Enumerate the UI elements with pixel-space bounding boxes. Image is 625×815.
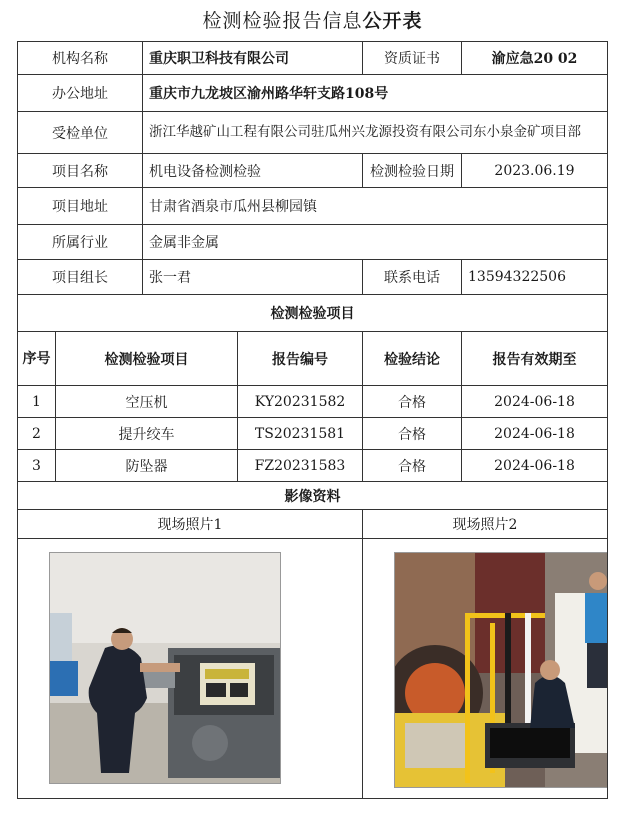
item-report: KY20231582 [238,386,363,418]
item-name: 防坠器 [56,450,238,482]
item-no: 1 [18,386,56,418]
row-leader [18,260,608,295]
page-title: 检测检验报告信息公开表 [202,10,423,32]
cert-value: 渝应急20 02 [462,42,608,75]
item-valid: 2024-06-18 [462,418,608,450]
item-report: FZ20231583 [238,450,363,482]
row-items-section [18,295,608,332]
row-project [18,154,608,188]
photo2-label: 现场照片2 [363,510,608,539]
project-value: 机电设备检测检验 [143,154,363,188]
project-label: 项目名称 [18,154,143,188]
item-name: 提升绞车 [56,418,238,450]
header-no: 序号 [18,332,56,386]
table-row [18,386,608,418]
header-result: 检验结论 [363,332,462,386]
images-section-title: 影像资料 [18,482,608,510]
date-value: 2023.06.19 [462,154,608,188]
item-name: 空压机 [56,386,238,418]
item-result: 合格 [363,450,462,482]
photo1-cell [18,539,363,799]
row-industry [18,225,608,260]
row-images-section [18,482,608,510]
item-result: 合格 [363,386,462,418]
address-label: 办公地址 [18,75,143,112]
row-project-address [18,188,608,225]
org-label: 机构名称 [18,42,143,75]
photo1-image [49,552,281,784]
photo2-image [394,552,608,788]
date-label: 检测检验日期 [363,154,462,188]
leader-value: 张一君 [143,260,363,295]
proj-addr-label: 项目地址 [18,188,143,225]
table-row [18,450,608,482]
row-photo-labels [18,510,608,539]
item-no: 3 [18,450,56,482]
industry-value: 金属非金属 [143,225,608,260]
item-report: TS20231581 [238,418,363,450]
header-report: 报告编号 [238,332,363,386]
header-item: 检测检验项目 [56,332,238,386]
item-valid: 2024-06-18 [462,386,608,418]
phone-label: 联系电话 [363,260,462,295]
phone-value: 13594322506 [462,260,608,295]
report-table [17,41,608,799]
row-org [18,42,608,75]
header-valid: 报告有效期至 [462,332,608,386]
industry-label: 所属行业 [18,225,143,260]
inspected-value: 浙江华越矿山工程有限公司驻瓜州兴龙源投资有限公司东小泉金矿项目部 [143,112,608,154]
leader-label: 项目组长 [18,260,143,295]
table-row [18,418,608,450]
items-section-title: 检测检验项目 [18,295,608,332]
item-no: 2 [18,418,56,450]
items-header-row [18,332,608,386]
cert-label: 资质证书 [363,42,462,75]
photo2-cell [363,539,608,799]
inspected-label: 受检单位 [18,112,143,154]
photo1-label: 现场照片1 [18,510,363,539]
item-valid: 2024-06-18 [462,450,608,482]
row-address [18,75,608,112]
item-result: 合格 [363,418,462,450]
address-value: 重庆市九龙坡区渝州路华轩支路108号 [143,75,608,112]
org-value: 重庆职卫科技有限公司 [143,42,363,75]
row-inspected [18,112,608,154]
row-photos [18,539,608,799]
proj-addr-value: 甘肃省酒泉市瓜州县柳园镇 [143,188,608,225]
